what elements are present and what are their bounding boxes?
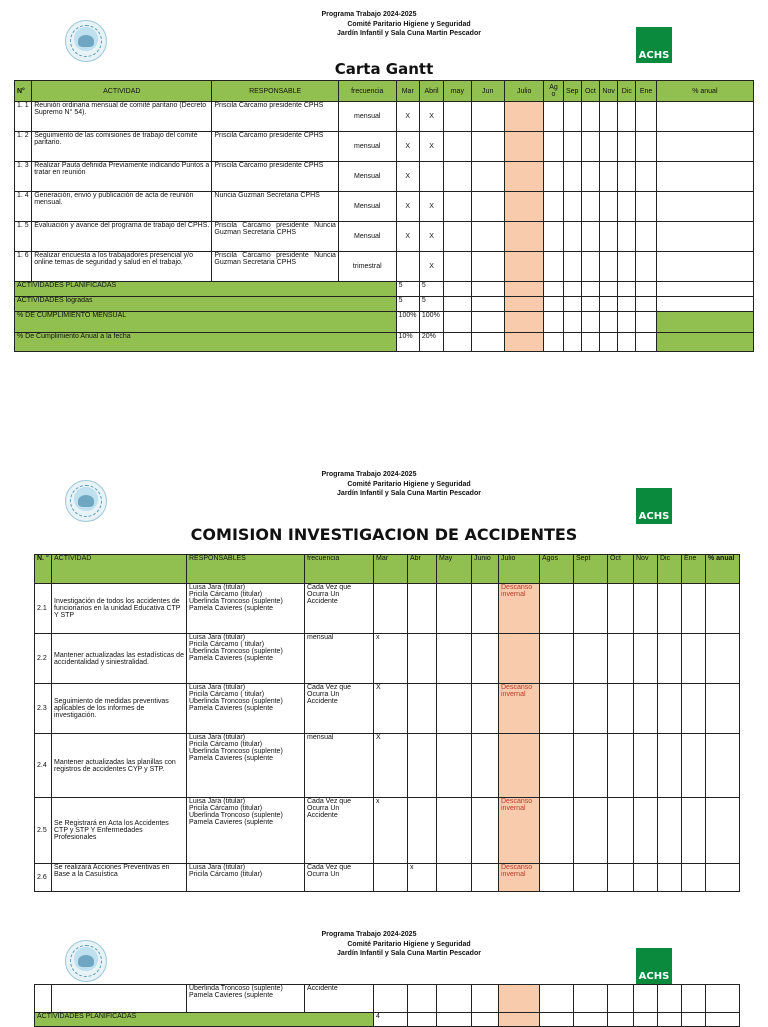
- col-header: Nov: [600, 81, 618, 102]
- row-number: 1. 4: [15, 192, 32, 222]
- col-header: RESPONSABLE: [212, 81, 339, 102]
- julio-cell: Descanso invernal: [499, 684, 540, 734]
- col-header: ACTIVIDAD: [32, 81, 212, 102]
- abr-cell: [408, 734, 437, 798]
- responsible-cell: [187, 684, 305, 734]
- responsible-name: Luisa Jara (titular): [189, 584, 246, 591]
- col-header: RESPONSABLES: [187, 555, 305, 584]
- responsible-name: Pamela Cavieres (suplente: [189, 819, 274, 826]
- mar-cell: x: [374, 634, 408, 684]
- col-header: Julio: [504, 81, 543, 102]
- mar-cell: [374, 864, 408, 892]
- abril-cell: X: [419, 222, 443, 252]
- table-row: [35, 798, 740, 864]
- col-header: Ene: [636, 81, 656, 102]
- summary-row: [15, 333, 754, 352]
- responsible-name: Uberlinda Troncoso (suplente): [189, 698, 283, 705]
- responsible-name: Pamela Cavieres (suplente: [189, 605, 274, 612]
- table-row: [35, 584, 740, 634]
- activity-cell: Se Registrará en Acta los Accidentes CTP y STP Y Enfermedades Profesionales: [52, 798, 187, 864]
- row-number: 2.5: [35, 798, 52, 864]
- summary-label: ACTIVIDADES PLANIFICADAS: [15, 282, 397, 297]
- responsible-cell: Priscila Cárcamo presidente CPHS: [212, 102, 339, 132]
- row-number: 1. 6: [15, 252, 32, 282]
- comision-title: COMISION INVESTIGACION DE ACCIDENTES: [190, 525, 578, 544]
- responsible-cell: Priscila Cárcamo presidente CPHS: [212, 162, 339, 192]
- frequency-cell: mensual: [338, 132, 396, 162]
- row-number: 2.3: [35, 684, 52, 734]
- col-header: may: [444, 81, 471, 102]
- responsible-name: Luisa Jara (titular): [189, 734, 246, 741]
- responsible-cell: Priscila Cárcamo presidente Nuncia Guzman Secretaria CPHS: [212, 252, 339, 282]
- abril-cell: X: [419, 102, 443, 132]
- summary-mar: 5: [396, 297, 419, 312]
- row-number: 1. 1: [15, 102, 32, 132]
- table-row: [35, 864, 740, 892]
- activity-cell: Evaluación y avance del programa de trabajo del CPHS.: [32, 222, 212, 252]
- activity-cell: Generación, envió y publicación de acta de reunión mensual.: [32, 192, 212, 222]
- activity-cell: Realizar Pauta definida Previamente indicando Puntos a tratar en reunión: [32, 162, 212, 192]
- responsible-name: Uberlinda Troncoso (suplente): [189, 748, 283, 755]
- summary-label: % De Cumplimiento Anual a la fecha: [15, 333, 397, 352]
- committee-name: Comité Paritario Higiene y Seguridad: [347, 940, 471, 948]
- mar-cell: X: [396, 102, 419, 132]
- summary-abril: 5: [419, 297, 443, 312]
- committee-name: Comité Paritario Higiene y Seguridad: [347, 480, 471, 488]
- summary-row: [15, 312, 754, 333]
- program-title: Programa Trabajo 2024-2025: [321, 931, 417, 938]
- col-header: Sep: [563, 81, 581, 102]
- activity-cell: Realizar encuesta a los trabajadores presencial y/o online temas de seguridad y salud en el trabajo.: [32, 252, 212, 282]
- mar-cell: X: [396, 222, 419, 252]
- col-header: Abr: [408, 555, 437, 584]
- col-header: Jun: [471, 81, 504, 102]
- responsible-name: Pricila Cárcamo (titular): [189, 805, 263, 812]
- responsible-cell: [187, 985, 305, 1013]
- col-header: % anual: [656, 81, 753, 102]
- abr-cell: [408, 798, 437, 864]
- col-header: Sept: [574, 555, 608, 584]
- summary-label: % DE CUMPLIMIENTO MENSUAL: [15, 312, 397, 333]
- summary-mar: 4: [374, 1013, 408, 1027]
- responsible-cell: [187, 864, 305, 892]
- summary-row: [15, 282, 754, 297]
- program-title: Programa Trabajo 2024-2025: [321, 471, 417, 478]
- row-number: 1. 3: [15, 162, 32, 192]
- activity-cell: Mantener actualizadas las estadísticas de accidentalidad y siniestralidad.: [52, 634, 187, 684]
- abril-cell: X: [419, 192, 443, 222]
- responsible-cell: [187, 634, 305, 684]
- activity-cell: Seguimiento de las comisiones de trabajo del comité paritario.: [32, 132, 212, 162]
- summary-mar: 5: [396, 282, 419, 297]
- table-row: [15, 222, 754, 252]
- mar-cell: X: [374, 684, 408, 734]
- mar-cell: [374, 584, 408, 634]
- col-header: Junio: [472, 555, 499, 584]
- table-row: [15, 192, 754, 222]
- activity-cell: Investigación de todos los accidentes de funcionarios en la unidad Educativa CTP Y STP: [52, 584, 187, 634]
- summary-mar: 10%: [396, 333, 419, 352]
- responsible-cell: Priscila Cárcamo presidente Nuncia Guzman Secretaria CPHS: [212, 222, 339, 252]
- responsible-name: Pamela Cavieres (suplente: [189, 655, 274, 662]
- julio-cell: Descanso invernal: [499, 864, 540, 892]
- activity-cell: Mantener actualizadas las planillas con registros de accidentes CYP y STP.: [52, 734, 187, 798]
- table-row: [35, 684, 740, 734]
- row-number: 2.2: [35, 634, 52, 684]
- summary-row: [35, 1013, 740, 1027]
- responsible-name: Pricila Cárcamo (titular): [189, 591, 263, 598]
- julio-cell: Descanso invernal: [499, 798, 540, 864]
- table-row: [15, 102, 754, 132]
- row-number: 1. 5: [15, 222, 32, 252]
- row-number: 2.6: [35, 864, 52, 892]
- committee-logo: [65, 20, 107, 62]
- responsible-cell: [187, 584, 305, 634]
- col-header: Abril: [419, 81, 443, 102]
- responsible-name: Uberlinda Troncoso (suplente): [189, 648, 283, 655]
- summary-label: ACTIVIDADES logradas: [15, 297, 397, 312]
- col-header: Agos: [540, 555, 574, 584]
- col-header: Julio: [499, 555, 540, 584]
- comision-table: [34, 554, 740, 892]
- responsible-name: Uberlinda Troncoso (suplente): [189, 598, 283, 605]
- institution-name: Jardín Infantil y Sala Cuna Martin Pescador: [337, 490, 481, 497]
- col-header: Dic: [658, 555, 682, 584]
- col-header: N. °: [35, 555, 52, 584]
- responsible-cell: [187, 734, 305, 798]
- activity-cell: Reunión ordinaria mensual de comité paritario (Decreto Supremo N° 54).: [32, 102, 212, 132]
- col-header: Oct: [581, 81, 599, 102]
- responsible-name: Luisa Jara (titular): [189, 684, 246, 691]
- col-header: Mar: [374, 555, 408, 584]
- frequency-cell: Accidente: [305, 985, 374, 1013]
- row-number: 2.4: [35, 734, 52, 798]
- frequency-cell: Cada Vez que Ocurra Un: [305, 864, 374, 892]
- frequency-cell: mensual: [338, 102, 396, 132]
- table-row: [35, 734, 740, 798]
- col-header: frecuencia: [305, 555, 374, 584]
- frequency-cell: Mensual: [338, 192, 396, 222]
- gantt-title: Carta Gantt: [334, 60, 434, 78]
- responsible-name: Uberlinda Troncoso (suplente): [189, 985, 283, 992]
- responsible-name: Pamela Cavieres (suplente: [189, 992, 274, 999]
- responsible-name: Pricila Cárcamo (titular): [189, 871, 263, 878]
- col-header: frecuencia: [338, 81, 396, 102]
- table-row: [35, 985, 740, 1013]
- frequency-cell: Mensual: [338, 222, 396, 252]
- frequency-cell: Cada Vez que Ocurra Un Accidente: [305, 798, 374, 864]
- frequency-cell: Mensual: [338, 162, 396, 192]
- responsible-name: Pamela Cavieres (suplente: [189, 755, 274, 762]
- gantt-table: [14, 80, 754, 352]
- col-header: Nov: [634, 555, 658, 584]
- col-header: N°: [15, 81, 32, 102]
- gantt-header-row: [15, 81, 754, 102]
- col-header: % anual: [706, 555, 740, 584]
- abr-cell: [408, 634, 437, 684]
- responsible-name: Luisa Jara (titular): [189, 798, 246, 805]
- julio-cell: [499, 734, 540, 798]
- achs-logo: ACHS: [636, 488, 672, 524]
- committee-name: Comité Paritario Higiene y Seguridad: [347, 20, 471, 28]
- abr-cell: x: [408, 864, 437, 892]
- institution-name: Jardín Infantil y Sala Cuna Martin Pescador: [337, 950, 481, 957]
- abril-cell: X: [419, 252, 443, 282]
- col-header: Oct: [608, 555, 634, 584]
- mar-cell: X: [396, 192, 419, 222]
- col-header: May: [437, 555, 472, 584]
- frequency-cell: mensual: [305, 634, 374, 684]
- responsible-name: Pricila Cárcamo (titular): [189, 741, 263, 748]
- mar-cell: X: [396, 132, 419, 162]
- institution-name: Jardín Infantil y Sala Cuna Martin Pescador: [337, 30, 481, 37]
- responsible-name: Luisa Jara (titular): [189, 864, 246, 871]
- mar-cell: [396, 252, 419, 282]
- julio-cell: Descanso invernal: [499, 584, 540, 634]
- summary-row: [15, 297, 754, 312]
- responsible-name: Uberlinda Troncoso (suplente): [189, 812, 283, 819]
- mar-cell: x: [374, 798, 408, 864]
- summary-abril: 5: [419, 282, 443, 297]
- responsible-cell: [187, 798, 305, 864]
- table-row: [15, 252, 754, 282]
- activity-cell: Se realizará Acciones Preventivas en Base a la Casuística: [52, 864, 187, 892]
- col-header: Dic: [618, 81, 636, 102]
- col-header: ACTIVIDAD: [52, 555, 187, 584]
- responsible-name: Pamela Cavieres (suplente: [189, 705, 274, 712]
- activity-cell: Seguimiento de medidas preventivas aplicables de los informes de investigación.: [52, 684, 187, 734]
- abril-cell: [419, 162, 443, 192]
- comision-table-continued: [34, 984, 740, 1027]
- col-header: Mar: [396, 81, 419, 102]
- abr-cell: [408, 684, 437, 734]
- table-row: [15, 162, 754, 192]
- table-row: [35, 634, 740, 684]
- responsible-name: Pricila Cárcamo ( titular): [189, 691, 265, 698]
- col-header: Ag o: [544, 81, 563, 102]
- committee-logo: [65, 940, 107, 982]
- comision-header-row: [35, 555, 740, 584]
- abril-cell: X: [419, 132, 443, 162]
- responsible-name: Pricila Cárcamo ( titular): [189, 641, 265, 648]
- summary-abril: 100%: [419, 312, 443, 333]
- achs-logo: ACHS: [636, 27, 672, 63]
- committee-logo: [65, 480, 107, 522]
- frequency-cell: trimestral: [338, 252, 396, 282]
- frequency-cell: mensual: [305, 734, 374, 798]
- table-row: [15, 132, 754, 162]
- frequency-cell: Cada Vez que Ocurra Un Accidente: [305, 684, 374, 734]
- achs-logo: ACHS: [636, 948, 672, 984]
- abr-cell: [408, 584, 437, 634]
- frequency-cell: Cada Vez que Ocurra Un Accidente: [305, 584, 374, 634]
- mar-cell: X: [374, 734, 408, 798]
- program-title: Programa Trabajo 2024-2025: [321, 11, 417, 18]
- responsible-name: Luisa Jara (titular): [189, 634, 246, 641]
- julio-cell: [499, 634, 540, 684]
- col-header: Ene: [682, 555, 706, 584]
- responsible-cell: Priscila Cárcamo presidente CPHS: [212, 132, 339, 162]
- row-number: 1. 2: [15, 132, 32, 162]
- mar-cell: X: [396, 162, 419, 192]
- summary-mar: 100%: [396, 312, 419, 333]
- summary-label: ACTIVIDADES PLANIFICADAS: [35, 1013, 374, 1027]
- row-number: 2.1: [35, 584, 52, 634]
- responsible-cell: Nuncia Guzman Secretaria CPHS: [212, 192, 339, 222]
- summary-abril: 20%: [419, 333, 443, 352]
